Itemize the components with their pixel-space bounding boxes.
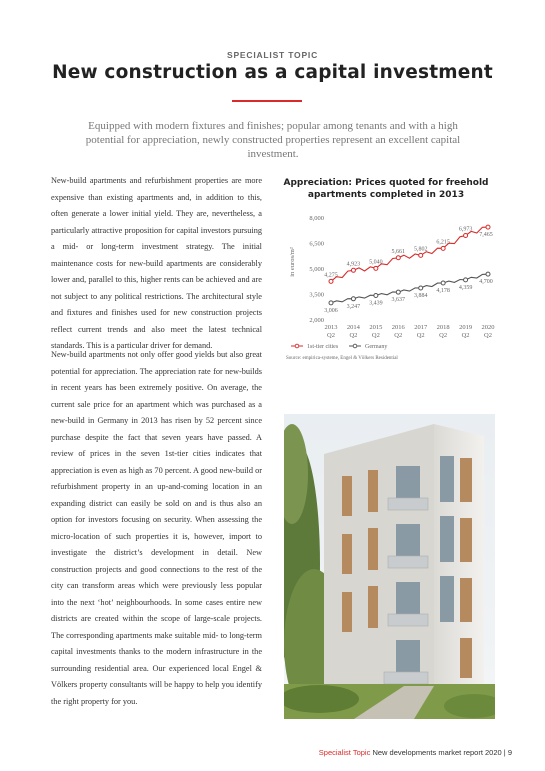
data-point <box>329 301 333 305</box>
x-tick-label: 2019 Q2 <box>459 324 473 339</box>
data-point <box>441 246 445 250</box>
page-title: New construction as a capital investment <box>52 62 493 83</box>
footer-separator: | <box>503 748 506 757</box>
footer-report: New developments market report 2020 <box>372 748 502 757</box>
data-label: 3,247 <box>346 303 361 310</box>
data-point <box>464 278 468 282</box>
section-kicker: SPECIALIST TOPIC <box>226 50 319 60</box>
page-footer <box>319 748 512 757</box>
data-label: 6,973 <box>458 226 473 233</box>
x-tick-label: 2013 Q2 <box>324 324 338 339</box>
x-tick-label: 2017 Q2 <box>414 324 428 339</box>
y-tick-label: 3,500 <box>309 291 324 299</box>
data-label: 3,439 <box>369 300 383 307</box>
data-label: 4,923 <box>346 261 361 268</box>
data-label: 3,884 <box>413 292 428 299</box>
building-photo <box>284 414 495 719</box>
y-tick-label: 5,000 <box>309 266 324 273</box>
data-point <box>374 266 378 270</box>
legend-marker <box>295 344 299 348</box>
data-point <box>464 233 468 237</box>
data-point <box>396 256 400 260</box>
chart-title: Appreciation: Prices quoted for freehold apartments completed in 2013 <box>283 178 489 200</box>
intro-text: Equipped with modern fixtures and finishes; popular among tenants and with a high potential for appreciation, newly constructed properties represent an excellent capital investment. <box>85 120 461 160</box>
legend-label: 1st-tier cities <box>307 344 339 350</box>
legend-marker <box>353 344 357 348</box>
data-label: 4,178 <box>436 287 450 294</box>
x-tick-label: 2020 Q2 <box>481 324 495 339</box>
data-label: 3,006 <box>324 307 338 314</box>
data-point <box>396 290 400 294</box>
appreciation-line-chart <box>283 200 495 365</box>
body-paragraph-2: New-build apartments not only offer good yields but also great potential for appreciation. The appreciation rate for new-builds in recent years has been extremely positive. On average, the current sale price for an apartment which was purchased as a new-build in Germany in 2013 has risen by 52 percent since purchase despite the fact that seven years have passed. A review of prices in the seven 1st-tier cities indicates that appreciation is even as high as 70 percent. A good new-build or refurbishment property in an up-and-coming location in an expanding district can easily be sold on and is thus also an option for investors focusing on security. When assessing the micro-location of such properties it is, however, import to investigate the district’s development in detail. New construction projects and good connections to the rest of the city can transform areas which were previously less popular into the next ‘hot’ neighbourhoods. In some cases entire new districts are created within the scope of large-scale projects. The corresponding apartments make suitable mid- to long-term capital investments thanks to the modern infrastructure in the surrounding residential area. Our experienced local Engel & Völkers property consultants will be happy to help you identify the right property for you. <box>51 350 262 706</box>
data-point <box>329 279 333 283</box>
data-point <box>419 253 423 257</box>
x-tick-label: 2015 Q2 <box>369 324 383 339</box>
data-label: 6,215 <box>436 239 450 246</box>
data-point <box>441 281 445 285</box>
data-point <box>486 225 490 229</box>
y-tick-label: 8,000 <box>309 215 324 222</box>
data-label: 5,040 <box>369 259 383 266</box>
data-label: 3,637 <box>391 297 406 304</box>
y-tick-label: 6,500 <box>309 240 324 248</box>
data-label: 7,465 <box>479 232 493 239</box>
data-label: 5,661 <box>391 248 406 255</box>
y-axis-label: in euros/m² <box>289 247 296 277</box>
x-tick-label: 2014 Q2 <box>346 324 360 339</box>
footer-section: Specialist Topic <box>318 748 371 757</box>
data-point <box>374 294 378 298</box>
data-point <box>419 286 423 290</box>
title-divider <box>232 100 302 102</box>
data-point <box>351 268 355 272</box>
x-tick-label: 2016 Q2 <box>391 324 405 339</box>
chart-source: Source: empirica-systeme, Engel & Völkers Residential <box>286 356 398 361</box>
data-point <box>486 272 490 276</box>
body-paragraph-1: New-build apartments and refurbishment properties are more expensive than existing apartments and, in addition to this, often generate a lower initial yield. They are, nevertheless, a particularly attractive proposition for capital investors pursuing a mid- or long-term investment strategy. The initial maintenance costs for new-build apartments are considerably lower and, parallel to this, higher rents can be achieved and are not subject to any political restrictions. The architectural style and fixtures and finishes used for new construction projects reflect current trends and also meet the latest technical standards. This is a particular driver for demand. <box>51 176 262 350</box>
y-tick-label: 2,000 <box>309 317 324 324</box>
footer-page-number: 9 <box>507 748 512 757</box>
x-tick-label: 2018 Q2 <box>436 324 450 339</box>
data-label: 4,275 <box>324 272 338 279</box>
data-label: 4,359 <box>458 284 473 291</box>
data-label: 4,700 <box>479 279 493 286</box>
legend-label: Germany <box>365 344 388 350</box>
data-label: 5,802 <box>413 246 428 253</box>
data-point <box>351 297 355 301</box>
